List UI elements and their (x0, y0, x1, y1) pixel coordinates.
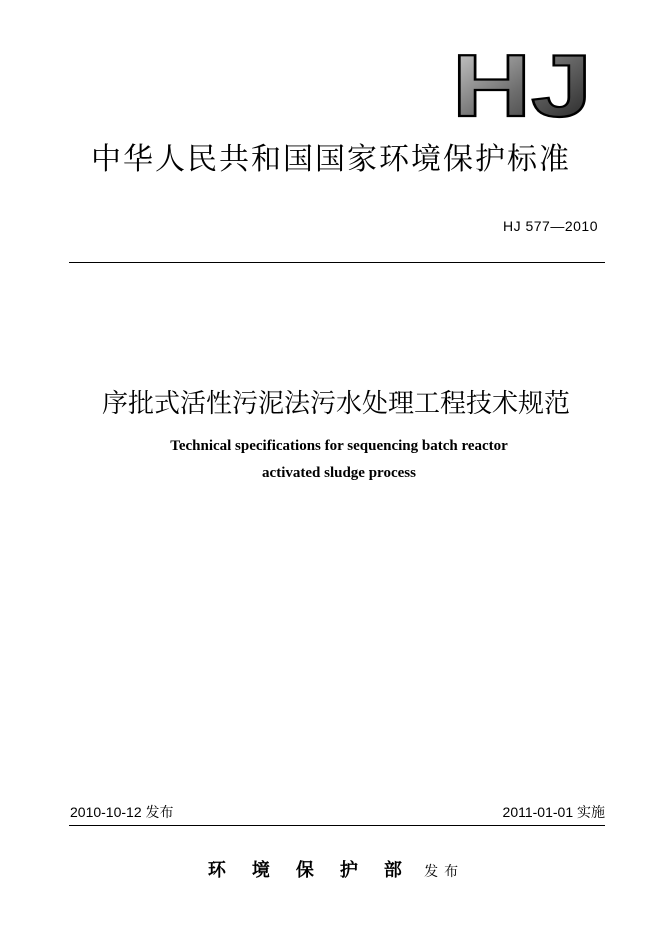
publisher-agency: 环境保护部 (207, 860, 428, 881)
divider-bottom (69, 825, 605, 826)
hj-logo (452, 46, 592, 122)
org-title: 中华人民共和国国家环境保护标准 (91, 142, 571, 177)
issue-date: 2010-10-12 发布 (70, 804, 174, 820)
implementation-date: 2011-01-01 实施 (502, 804, 605, 820)
publisher (0, 856, 662, 882)
divider-top (69, 262, 605, 263)
document-title-en-line-2: activated sludge process (262, 465, 416, 481)
publisher-suffix: 发布 (424, 864, 465, 880)
hj-logo-text: HJ (452, 46, 592, 122)
document-title-en-line-1: Technical specifications for sequencing batch reactor (170, 438, 508, 454)
standard-number: HJ 577—2010 (502, 218, 598, 234)
document-title-cn: 序批式活性污泥法污水处理工程技术规范 (101, 389, 570, 419)
